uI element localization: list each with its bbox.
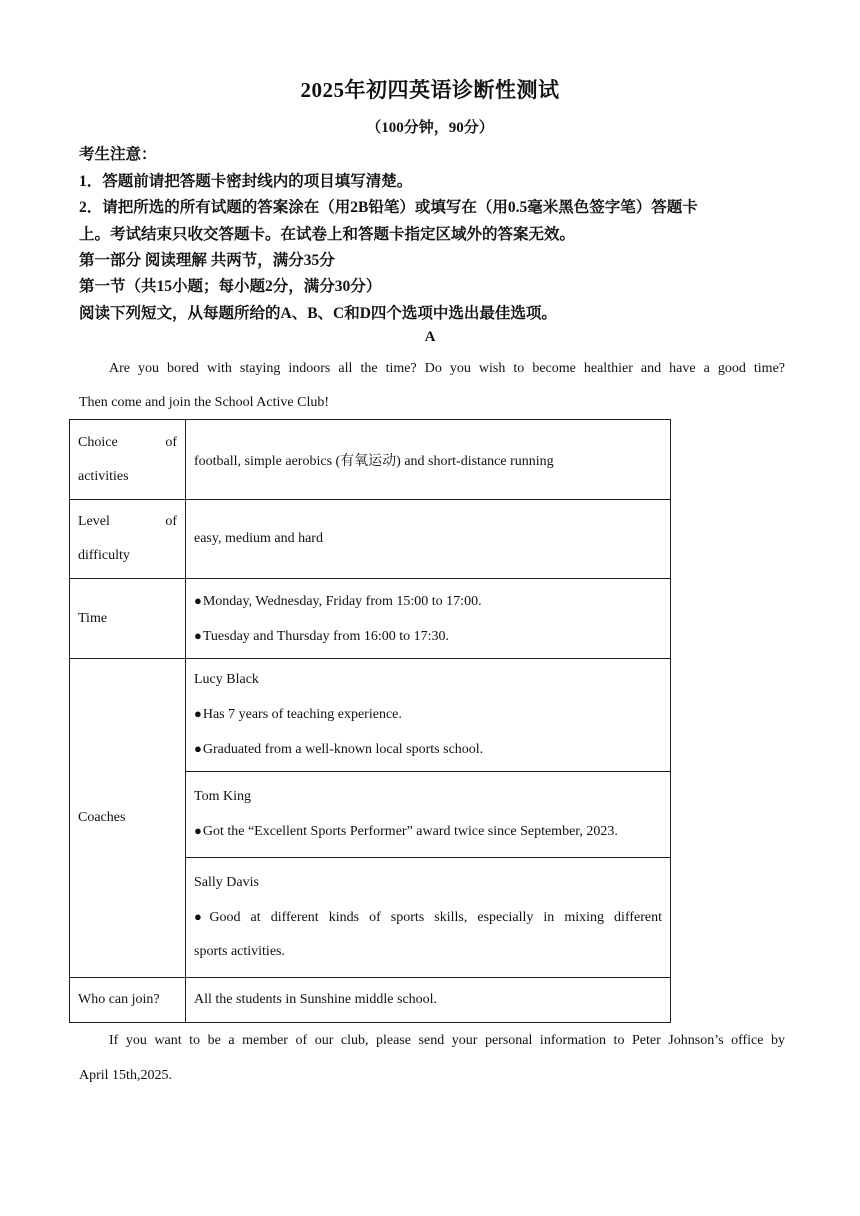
- bullet-icon: ●: [194, 823, 202, 838]
- outro-line-2: April 15th,2025.: [79, 1068, 172, 1083]
- list-item: ●Graduated from a well-known local sports school.: [194, 741, 484, 757]
- label-word: difficulty: [78, 548, 130, 563]
- subsection-heading: 第一节（共15小题；每小题2分，满分30分）: [79, 278, 382, 295]
- label-word: Level: [78, 514, 110, 529]
- time-label: Time: [70, 579, 186, 659]
- coach-name: Tom King: [194, 789, 251, 804]
- list-item: ●Monday, Wednesday, Friday from 15:00 to 17:00.: [194, 592, 482, 609]
- bullet-icon: ●: [194, 627, 202, 643]
- notice-item-2-line-2: 上。考试结束只收交答题卡。在试卷上和答题卡指定区域外的答案无效。: [79, 226, 576, 243]
- intro-line-2: Then come and join the School Active Club!: [79, 395, 330, 410]
- table-row-difficulty: [70, 500, 671, 579]
- outro-line-1: If you want to be a member of our club, please send your personal information to Peter Johnson’s office by: [109, 1033, 785, 1048]
- notice-item-2-line-1: 2．请把所选的所有试题的答案涂在（用2B铅笔）或填写在（用0.5毫米黑色签字笔）答题卡: [79, 199, 698, 216]
- table-row-time: [70, 579, 671, 659]
- bullet-icon: ●: [194, 706, 202, 721]
- time-value: [186, 579, 671, 659]
- part-heading: 第一部分 阅读理解 共两节，满分35分: [79, 252, 335, 269]
- coach-card: [186, 659, 671, 772]
- page-title: 2025年初四英语诊断性测试: [300, 78, 560, 102]
- list-item: ●Has 7 years of teaching experience.: [194, 706, 402, 722]
- bullet-icon: ●: [194, 592, 202, 608]
- join-label: Who can join?: [70, 978, 186, 1023]
- activities-value: football, simple aerobics (有氧运动) and short-distance running: [186, 420, 671, 500]
- notice-item-1: 1．答题前请把答题卡密封线内的项目填写清楚。: [79, 173, 413, 190]
- label-cell-difficulty: [70, 500, 186, 579]
- notice-heading: 考生注意：: [79, 146, 157, 163]
- list-item: ●Got the “Excellent Sports Performer” award twice since September, 2023.: [194, 823, 618, 839]
- label-word: of: [165, 514, 177, 529]
- instruction-text: 阅读下列短文，从每题所给的A、B、C和D四个选项中选出最佳选项。: [79, 305, 557, 322]
- table-row-join: [70, 978, 671, 1023]
- intro-line-1: Are you bored with staying indoors all the time? Do you wish to become healthier and have a good time?: [109, 361, 785, 376]
- table-row-coach-1: [70, 659, 671, 772]
- label-word: activities: [78, 468, 129, 484]
- list-item: ●Tuesday and Thursday from 16:00 to 17:30.: [194, 627, 450, 644]
- coach-card: [186, 772, 671, 858]
- table-row-activities: [70, 420, 671, 500]
- page-subtitle: （100分钟，90分）: [366, 120, 494, 136]
- bullet-icon: ●: [194, 741, 202, 756]
- bullet-icon: ●: [194, 909, 209, 924]
- join-value: All the students in Sunshine middle school.: [186, 978, 671, 1023]
- coaches-label: Coaches: [70, 659, 186, 978]
- passage-label: A: [424, 329, 436, 345]
- list-item-continued: sports activities.: [194, 944, 285, 959]
- coach-card: [186, 858, 671, 978]
- label-word: Choice: [78, 434, 118, 450]
- coach-name: Sally Davis: [194, 875, 259, 890]
- difficulty-value: easy, medium and hard: [186, 500, 671, 579]
- coach-name: Lucy Black: [194, 672, 259, 687]
- club-info-table: [69, 419, 671, 1023]
- label-cell-activities: [70, 420, 186, 500]
- label-word: of: [165, 434, 177, 450]
- list-item: ●Good at different kinds of sports skills, especially in mixing different: [194, 909, 663, 925]
